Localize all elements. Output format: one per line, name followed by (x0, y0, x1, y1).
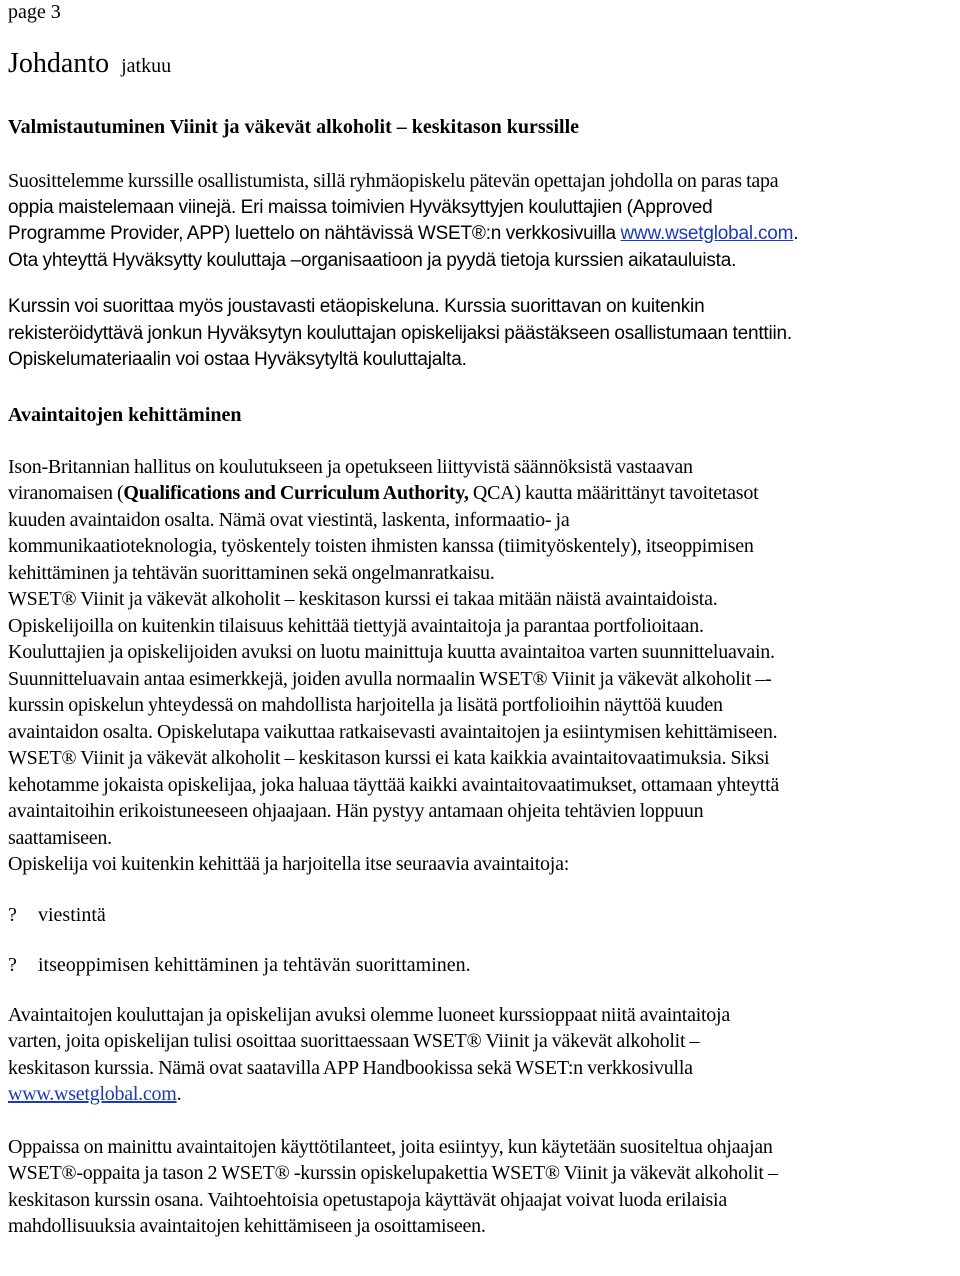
text-line: mahdollisuuksia avaintaitojen kehittämiseen ja osoittamiseen. (8, 1215, 486, 1237)
text-line: Oppaissa on mainittu avaintaitojen käyttötilanteet, joita esiintyy, kun käytetään suositeltua ohjaajan (8, 1135, 773, 1158)
text-line: kommunikaatioteknologia, työskentely toisten ihmisten kanssa (tiimityöskentely), itseoppimisen (8, 535, 754, 557)
text-line: Avaintaitojen kouluttajan ja opiskelijan avuksi olemme luoneet kurssioppaat niitä avaintaitoja (8, 1003, 730, 1026)
text-line: rekisteröidyttävä jonkun Hyväksytyn kouluttajan opiskelijaksi päästäkseen osallistumaan tenttiin. (8, 322, 792, 344)
text-line: WSET® Viinit ja väkevät alkoholit – keskitason kurssi ei takaa mitään näistä avaintaidoista. (8, 588, 718, 610)
text-line: Suosittelemme kurssille osallistumista, sillä ryhmäopiskelu pätevän opettajan johdolla on paras tapa (8, 170, 779, 192)
text-line: Ison-Britannian hallitus on koulutukseen ja opetukseen liittyvistä säännöksistä vastaavan (8, 455, 693, 478)
text-line: kehittäminen ja tehtävän suorittaminen sekä ongelmanratkaisu. (8, 561, 495, 584)
paragraph-course-recommendation (8, 168, 960, 274)
text-line: saattamiseen. (8, 826, 112, 849)
list-item (8, 952, 960, 978)
text-line: WSET® Viinit ja väkevät alkoholit – keskitason kurssi ei kata kaikkia avaintaitovaatimuksia. Siksi (8, 747, 770, 769)
text-line: Opiskelija voi kuitenkin kehittää ja harjoitella itse seuraavia avaintaitoja: (8, 853, 569, 875)
text-span: . (176, 1083, 182, 1105)
title-main: Johdanto (8, 48, 110, 79)
text-span: Programme Provider, APP) luettelo on nähtävissä WSET®:n verkkosivuilla (8, 223, 621, 244)
text-line: Opiskelijoilla on kuitenkin tilaisuus kehittää tiettyjä avaintaitoja ja parantaa portfolioitaan. (8, 614, 704, 637)
text-line: kehotamme jokaista opiskelijaa, joka haluaa täyttää kaikki avaintaitovaatimukset, ottamaan yhteyttä (8, 773, 780, 796)
section-heading-key-skills: Avaintaitojen kehittäminen (8, 403, 242, 426)
wset-website-link[interactable]: www.wsetglobal.com (8, 1083, 177, 1105)
text-line: Ota yhteyttä Hyväksytty kouluttaja –organisaatioon ja pyydä tietoja kurssien aikatauluista. (8, 249, 737, 271)
text-line (8, 1081, 960, 1108)
text-line: Suunnitteluavain antaa esimerkkejä, joiden avulla normaalin WSET® Viinit ja väkevät alkoholit –- (8, 667, 772, 690)
text-span: QCA) kautta määrittänyt tavoitetasot (468, 482, 759, 504)
text-line: keskitason kurssia. Nämä ovat saatavilla APP Handbookissa sekä WSET:n verkkosivulla (8, 1056, 693, 1079)
paragraph-key-skills (8, 454, 960, 878)
text-line: Kouluttajien ja opiskelijoiden avuksi on luotu mainittuja kuutta avaintaitoa varten suunnitteluavain. (8, 641, 775, 663)
wset-website-link[interactable]: www.wsetglobal.com (620, 223, 794, 244)
bullet-mark: ? (8, 903, 17, 926)
paragraph-guide-usage (8, 1134, 960, 1240)
text-line: Opiskelumateriaalin voi ostaa Hyväksytyltä kouluttajalta. (8, 349, 467, 370)
paragraph-distance-learning (8, 294, 960, 374)
page-number: page 3 (8, 1, 61, 23)
list-item-text: itseoppimisen kehittäminen ja tehtävän suorittaminen. (38, 953, 471, 976)
list-item-text: viestintä (38, 903, 106, 926)
paragraph-course-guides (8, 1002, 960, 1108)
text-line: kuuden avaintaidon osalta. Nämä ovat viestintä, laskenta, informaatio- ja (8, 508, 570, 531)
text-line: oppia maistelemaan viinejä. Eri maissa toimivien Hyväksyttyjen kouluttajien (Approved (8, 196, 713, 218)
title-sub: jatkuu (121, 55, 172, 77)
document-page (8, 0, 960, 1240)
list-item (8, 902, 960, 928)
text-line: avaintaidon osalta. Opiskelutapa vaikuttaa ratkaisevasti avaintaitojen ja esiintymisen kehittämiseen. (8, 720, 778, 743)
text-line: WSET®-oppaita ja tason 2 WSET® -kurssin opiskelupakettia WSET® Viinit ja väkevät alkoholit – (8, 1162, 778, 1184)
text-bold: Qualifications and Curriculum Authority, (123, 482, 469, 504)
text-line: avaintaitoihin erikoistuneeseen ohjaajaan. Hän pystyy antamaan ohjeita tehtävien loppuun (8, 800, 704, 822)
bullet-mark: ? (8, 953, 17, 976)
text-line: varten, joita opiskelijan tulisi osoittaa suorittaessaan WSET® Viinit ja väkevät alkoholit – (8, 1030, 700, 1052)
text-line: Kurssin voi suorittaa myös joustavasti etäopiskeluna. Kurssia suorittavan on kuitenkin (8, 296, 705, 317)
text-span: . (793, 223, 799, 244)
text-line: keskitason kurssin osana. Vaihtoehtoisia opetustapoja käyttävät ohjaajat voivat luoda erilaisia (8, 1188, 727, 1211)
text-line: kurssin opiskelun yhteydessä on mahdollista harjoitella ja lisätä portfolioihin näyttöä kuuden (8, 694, 723, 716)
text-span: viranomaisen ( (8, 482, 124, 504)
text-line (8, 221, 960, 248)
section-heading-preparation: Valmistautuminen Viinit ja väkevät alkoholit – keskitason kurssille (8, 116, 580, 138)
page-title (8, 46, 960, 86)
text-line (8, 480, 960, 507)
